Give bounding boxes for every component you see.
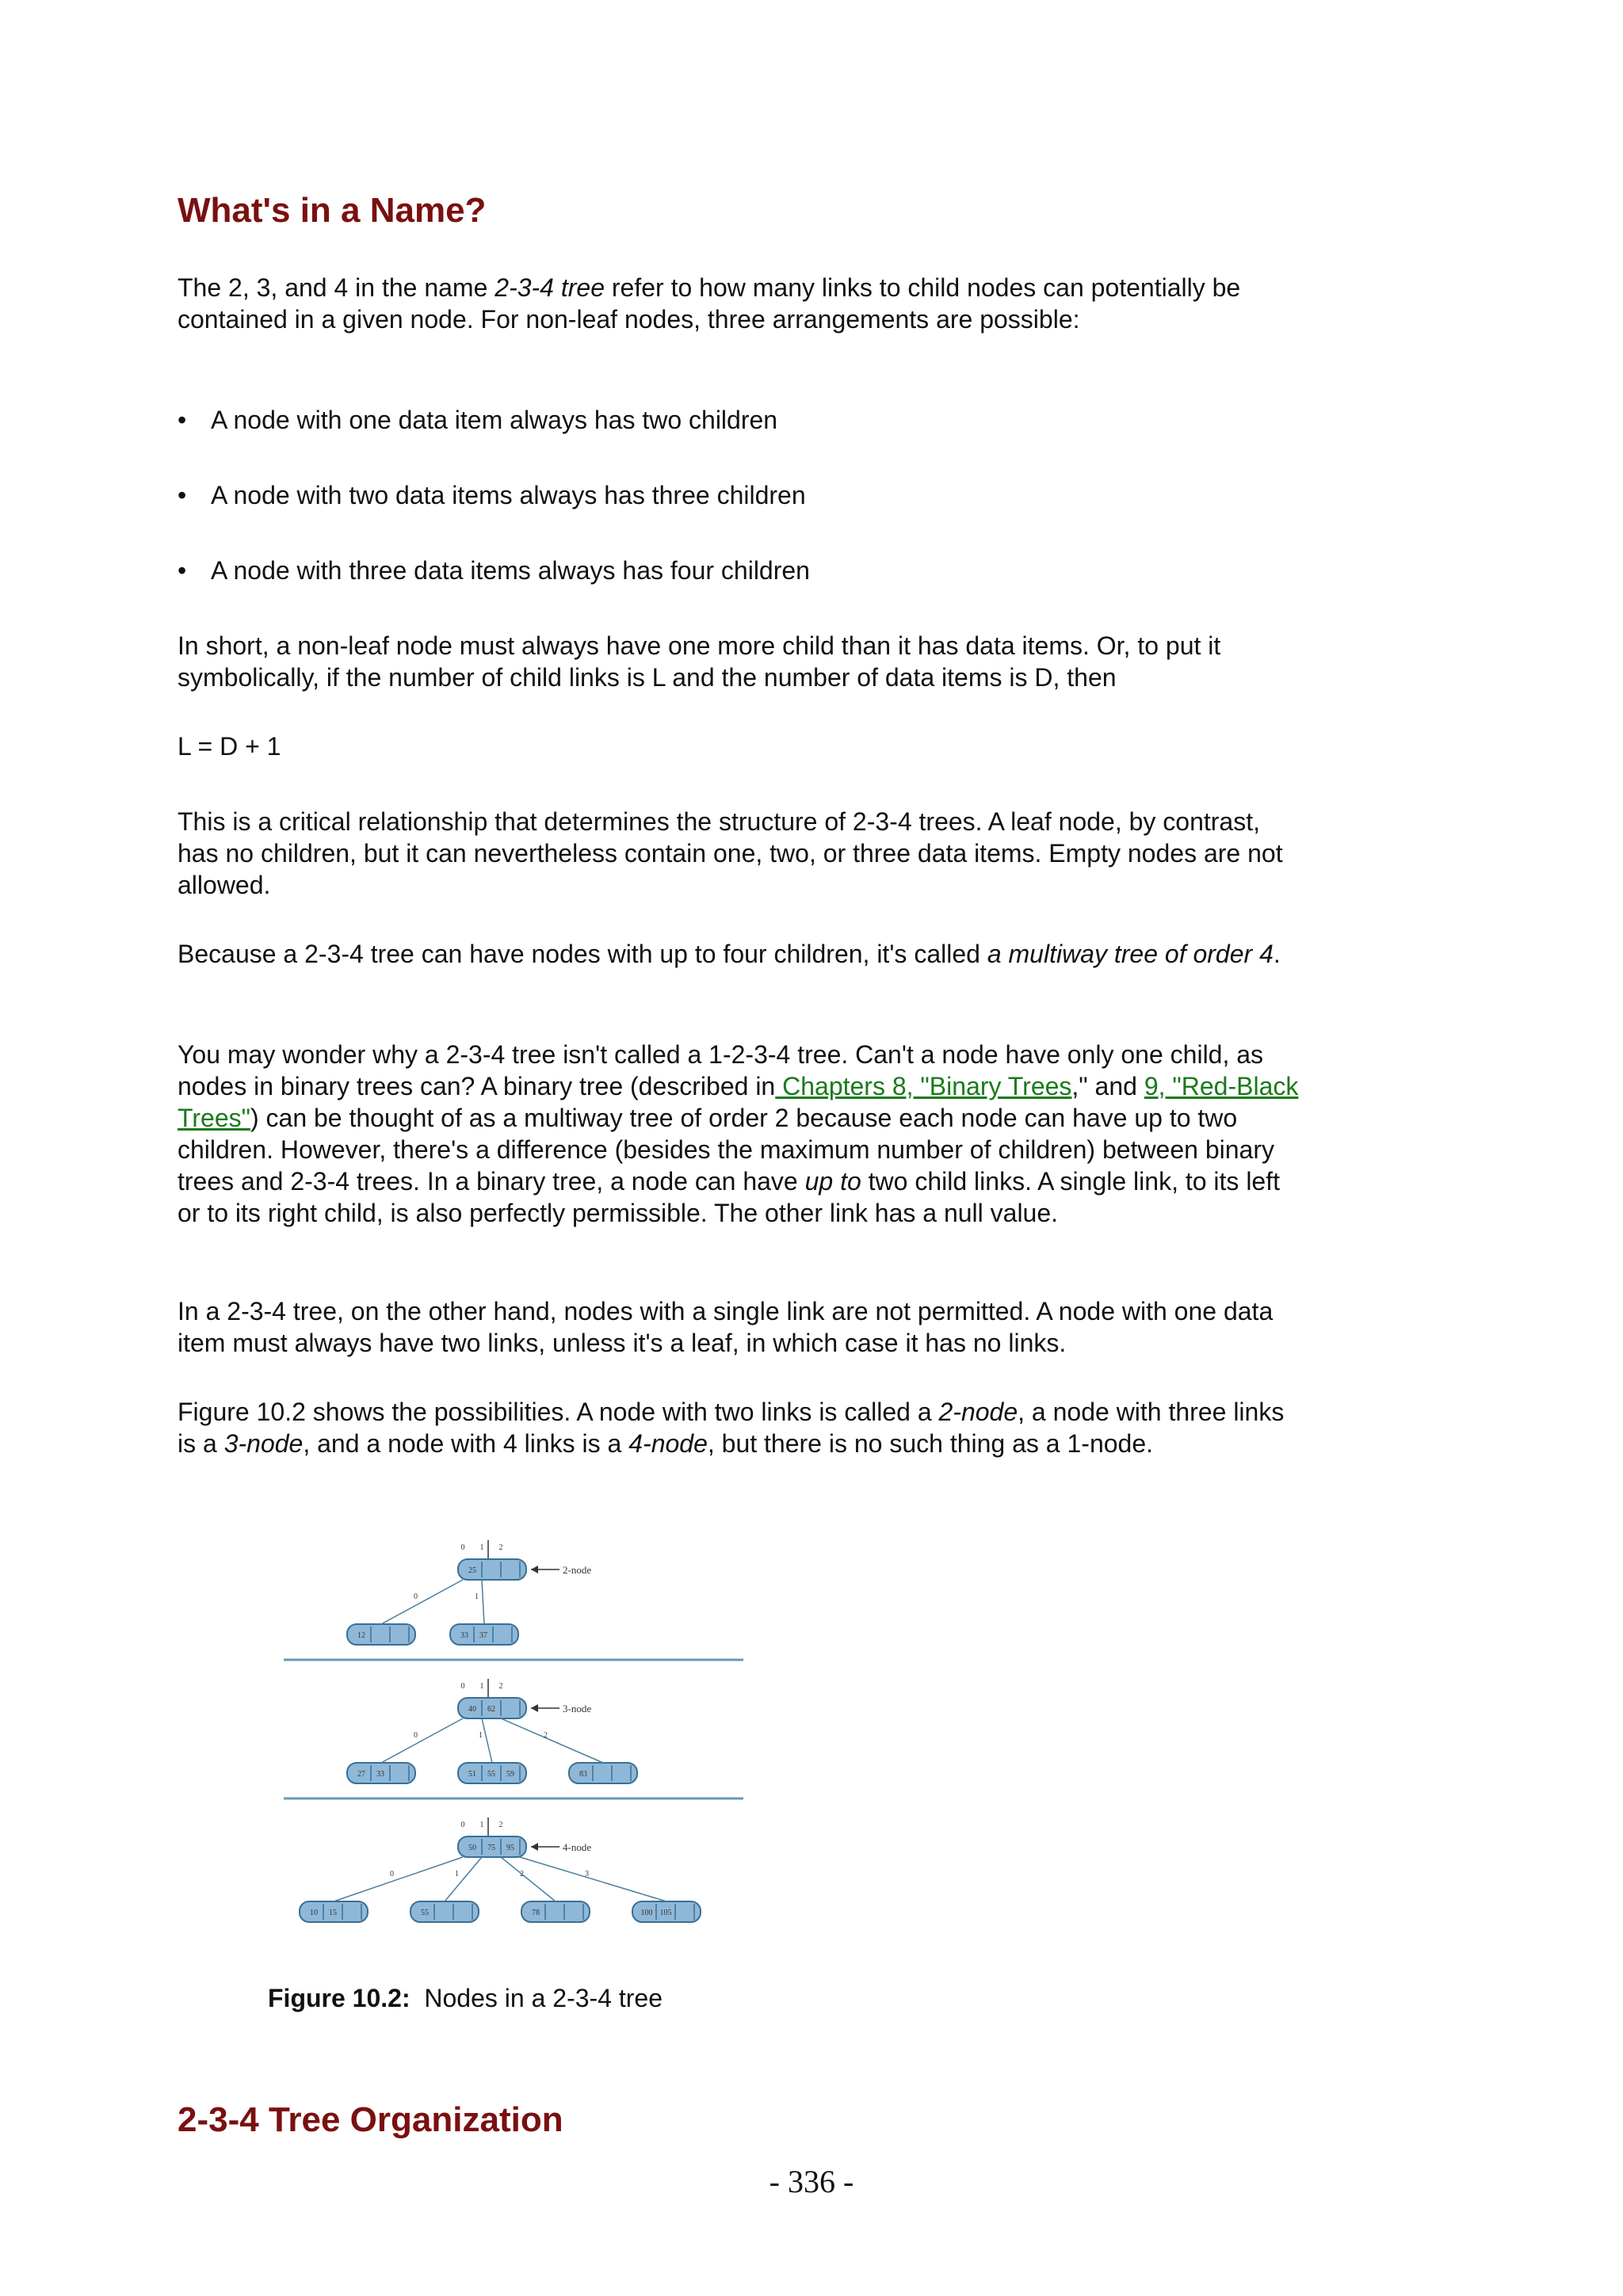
link-label: 3 (585, 1870, 589, 1878)
link-label: 0 (414, 1592, 418, 1601)
paragraph-intro (178, 272, 1303, 335)
index-label: 0 (460, 1821, 465, 1829)
text: The 2, 3, and 4 in the name (178, 273, 495, 302)
node-value: 105 (659, 1909, 672, 1917)
node-value: 62 (487, 1705, 495, 1714)
child-link (334, 1857, 463, 1901)
link-chapter-9[interactable]: 9, "Red-Black Trees" (178, 1072, 1299, 1132)
node-value: 50 (468, 1844, 476, 1852)
text: You may wonder why a 2-3-4 tree isn't called a 1-2-3-4 tree. Can't a node have only one child, as nodes in binary trees can? A binary tree (described in (178, 1040, 1264, 1100)
child-link (520, 1857, 666, 1901)
node-value: 100 (640, 1909, 653, 1917)
paragraph-multiway (178, 938, 1303, 970)
child-link (381, 1718, 463, 1763)
link-label: 0 (414, 1731, 418, 1740)
section-heading-whats-in-a-name: What's in a Name? (178, 191, 487, 230)
bullet-item-3 (178, 555, 1303, 586)
bullet-text: A node with two data items always has three children (211, 481, 806, 509)
link-label: 1 (479, 1731, 483, 1740)
node-value: 75 (487, 1844, 495, 1852)
index-label: 2 (498, 1682, 503, 1691)
node-value: 51 (468, 1770, 476, 1779)
figure-10-2 (284, 1529, 743, 1941)
node-value: 25 (468, 1566, 476, 1575)
link-label: 0 (390, 1870, 394, 1878)
text: . (1273, 940, 1281, 968)
emphasis: 2-3-4 tree (495, 273, 605, 302)
node-value: 59 (506, 1770, 514, 1779)
emphasis: 3-node (223, 1429, 304, 1458)
text: ) can be thought of as a multiway tree of order 2 because each node can have up to two children. However, there's a difference (besides the maximum number of children) between binary trees and 2-3-4 trees. In a binary tree, a node can have (178, 1104, 1274, 1196)
child-link (482, 1580, 484, 1624)
child-link (381, 1580, 463, 1624)
text: Figure 10.2 shows the possibilities. A node with two links is called a (178, 1398, 939, 1426)
paragraph-binary-comparison (178, 1039, 1303, 1229)
text: , but there is no such thing as a 1-node. (707, 1429, 1154, 1458)
caption-text: Nodes in a 2-3-4 tree (410, 1984, 663, 2012)
node-value: 27 (357, 1770, 365, 1779)
index-label: 1 (479, 1682, 484, 1691)
child-link (501, 1857, 556, 1901)
node-value: 10 (310, 1909, 318, 1917)
arrow-head (531, 1566, 538, 1573)
emphasis: up to (804, 1167, 861, 1196)
paragraph-critical-relationship: This is a critical relationship that determines the structure of 2-3-4 trees. A leaf node, by contrast, has no children, but it can nevertheless contain one, two, or three data items. Empty nodes are not allowed. (178, 807, 1283, 899)
child-link (501, 1718, 603, 1763)
node-value: 83 (579, 1770, 587, 1779)
node-type-label: 2-node (563, 1564, 592, 1576)
bullet-icon: • (178, 481, 187, 509)
figure-caption (268, 1982, 663, 2014)
child-link (445, 1857, 482, 1901)
node-value: 55 (487, 1770, 495, 1779)
text: , a node with three links is a (178, 1398, 1285, 1458)
node-value: 40 (468, 1705, 476, 1714)
node-type-label: 4-node (563, 1841, 592, 1853)
bullet-icon: • (178, 556, 187, 585)
index-label: 0 (460, 1682, 465, 1691)
node-value: 15 (329, 1909, 337, 1917)
bullet-item-1 (178, 404, 1303, 436)
tree-diagram (284, 1529, 743, 1941)
bullet-text: A node with three data items always has four children (211, 556, 810, 585)
child-link (482, 1718, 492, 1763)
text: two child links. A single link, to its left or to its right child, is also perfectly permissible. The other link has a null value. (178, 1167, 1280, 1227)
bullet-icon: • (178, 406, 187, 434)
emphasis: 2-node (938, 1398, 1018, 1426)
paragraph-single-link: In a 2-3-4 tree, on the other hand, nodes with a single link are not permitted. A node with one data item must always have two links, unless it's a leaf, in which case it has no links. (178, 1297, 1274, 1357)
arrow-head (531, 1704, 538, 1712)
node-type-label: 3-node (563, 1703, 592, 1714)
index-label: 1 (479, 1821, 484, 1829)
text: ," and (1071, 1072, 1144, 1100)
node-value: 33 (376, 1770, 384, 1779)
text: refer to how many links to child nodes can potentially be contained in a given node. For non-leaf nodes, three arrangements are possible: (178, 273, 1241, 334)
caption-label: Figure 10.2: (268, 1984, 411, 2012)
bullet-text: A node with one data item always has two children (211, 406, 778, 434)
paragraph-figure-reference (178, 1396, 1303, 1459)
index-label: 2 (498, 1821, 503, 1829)
node-value: 33 (460, 1631, 468, 1640)
emphasis: 4-node (628, 1429, 708, 1458)
text: , and a node with 4 links is a (303, 1429, 629, 1458)
link-label: 1 (475, 1592, 479, 1601)
paragraph-leaf-rule: In short, a non-leaf node must always have one more child than it has data items. Or, to put it symbolically, if the number of child links is L and the number of data items is D, then (178, 631, 1221, 692)
formula: L = D + 1 (178, 732, 281, 761)
section-heading-tree-organization: 2-3-4 Tree Organization (178, 2100, 563, 2139)
node-value: 55 (421, 1909, 429, 1917)
link-chapter-8[interactable]: Chapters 8, "Binary Trees (775, 1072, 1072, 1100)
page-number: - 336 - (769, 2164, 854, 2199)
node-value: 37 (479, 1631, 487, 1640)
index-label: 0 (460, 1543, 465, 1552)
link-label: 2 (544, 1731, 548, 1740)
node-value: 95 (506, 1844, 514, 1852)
bullet-item-2 (178, 479, 1303, 511)
index-label: 2 (498, 1543, 503, 1552)
node-value: 12 (357, 1631, 365, 1640)
text: Because a 2-3-4 tree can have nodes with up to four children, it's called (178, 940, 987, 968)
node-value: 78 (532, 1909, 540, 1917)
arrow-head (531, 1843, 538, 1851)
emphasis: a multiway tree of order 4 (987, 940, 1274, 968)
index-label: 1 (479, 1543, 484, 1552)
link-label: 1 (455, 1870, 459, 1878)
link-label: 2 (520, 1870, 524, 1878)
